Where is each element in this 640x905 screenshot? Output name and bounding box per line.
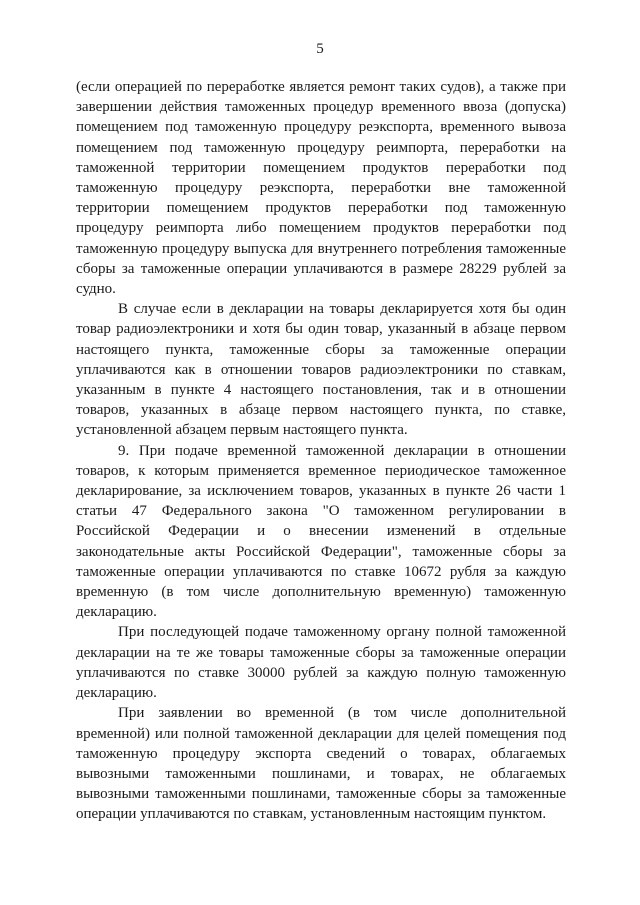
- paragraph-full-declaration: При последующей подаче таможенному органу полной таможенной декларации на те же товары таможенные сборы за таможенные операции уплачиваются по ставке 30000 рублей за каждую полную таможенную декларацию.: [76, 624, 566, 702]
- paragraph-item-9: 9. При подаче временной таможенной декларации в отношении товаров, к которым применяется временное периодическое таможенное декларирование, за исключением товаров, указанных в пункте 26 части 1 статьи 47 Федерального закона "О таможенном регулировании в Российской Федерации и о внесении изменений в отдельные законодательные акты Российской Федерации", таможенные сборы за таможенные операции уплачиваются по ставке 10672 рубля за каждую временную (в том числе дополнительную временную) таможенную декларацию.: [76, 442, 566, 621]
- page-number: 5: [316, 41, 324, 57]
- document-body: [76, 77, 566, 825]
- paragraph-continuation: (если операцией по переработке является ремонт таких судов), а также при завершении действия таможенных процедур временного ввоза (допуска) помещением под таможенную процедуру реэкспорта, временного вывоза помещением под таможенную процедуру реимпорта, переработки на таможенной территории помещением продуктов переработки под таможенную процедуру реэкспорта, переработки вне таможенной территории помещением продуктов переработки под таможенную процедуру реимпорта либо помещением продуктов переработки под таможенную процедуру выпуска для внутреннего потребления таможенные сборы за таможенные операции уплачиваются в размере 28229 рублей за судно.: [76, 79, 566, 298]
- paragraph-export-procedure: При заявлении во временной (в том числе дополнительной временной) или полной таможенной декларации для целей помещения под таможенную процедуру экспорта сведений о товарах, облагаемых вывозными таможенными пошлинами, и товарах, не облагаемых вывозными таможенными пошлинами, таможенные сборы за таможенные операции уплачиваются по ставкам, установленным настоящим пунктом.: [76, 705, 566, 823]
- paragraph-radioelectronics: В случае если в декларации на товары декларируется хотя бы один товар радиоэлектроники и хотя бы один товар, указанный в абзаце первом настоящего пункта, таможенные сборы за таможенные операции уплачиваются как в отношении товаров радиоэлектроники по ставкам, указанным в пункте 4 настоящего постановления, так и в отношении товаров, указанных в абзаце первом настоящего пункта, по ставке, установленной абзацем первым настоящего пункта.: [76, 301, 566, 439]
